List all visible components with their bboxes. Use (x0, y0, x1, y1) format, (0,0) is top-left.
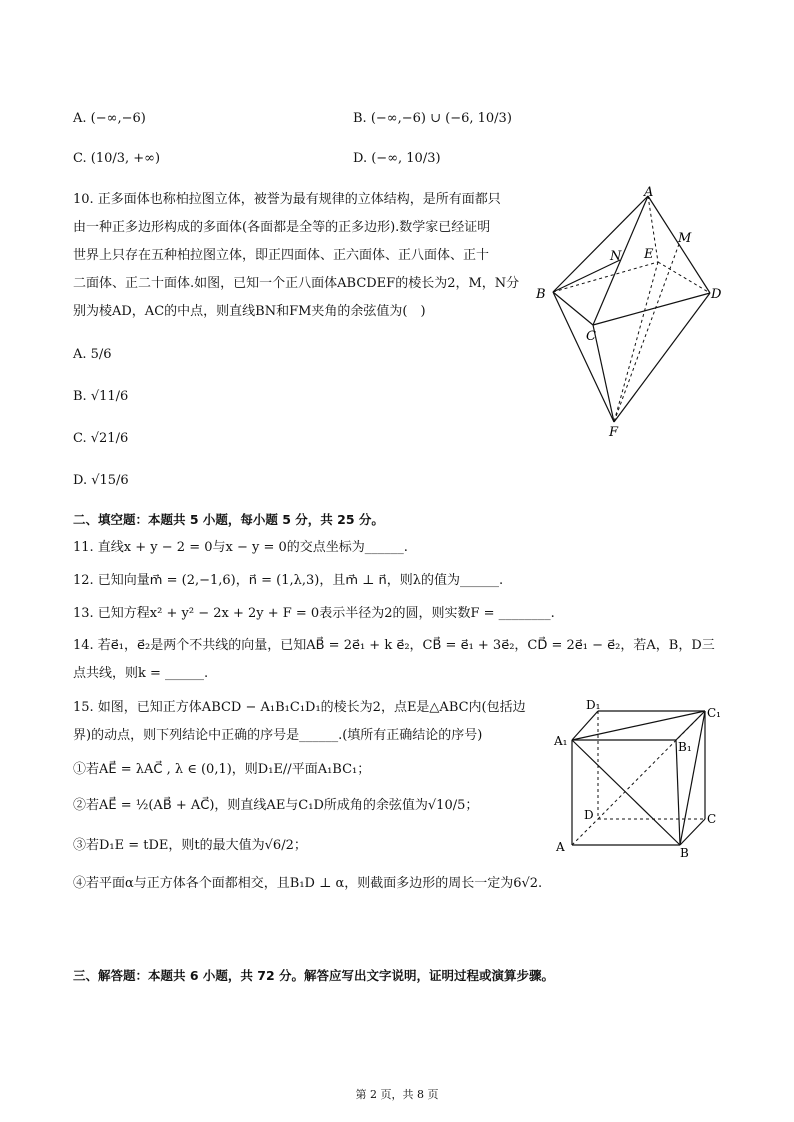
q11: 11. 直线x + y − 2 = 0与x − y = 0的交点坐标为______. (73, 540, 408, 555)
label-d: D (584, 808, 594, 822)
cube-figure (550, 695, 730, 865)
section-2-heading: 二、填空题：本题共 5 小题，每小题 5 分，共 25 分。 (73, 512, 384, 527)
q10-option-a: A. 5/6 (73, 347, 112, 362)
q10-line-2: 由一种正多边形构成的多面体(各面都是全等的正多边形).数学家已经证明 (73, 220, 491, 235)
label-f: F (609, 425, 619, 440)
q15-statement-2: ②若AE⃗ = ½(AB⃗ + AC⃗)，则直线AE与C₁D所成角的余弦值为√10/5； (73, 798, 479, 813)
label-d1: D₁ (586, 698, 601, 712)
label-a: A (556, 840, 565, 854)
q13: 13. 已知方程x² + y² − 2x + 2y + F = 0表示半径为2的圆，则实数F = ________. (73, 606, 555, 621)
label-b1: B₁ (678, 740, 692, 754)
q15-statement-1: ①若AE⃗ = λAC⃗ , λ ∈ (0,1)，则D₁E//平面A₁BC₁； (73, 762, 371, 777)
page-footer: 第 2 页，共 8 页 (355, 1088, 439, 1101)
label-d: D (711, 287, 722, 302)
label-b: B (536, 287, 546, 302)
q10-option-b: B. √11/6 (73, 389, 129, 404)
label-n: N (610, 249, 622, 264)
q12: 12. 已知向量m⃗ = (2,−1,6)，n⃗ = (1,λ,3)，且m⃗ ⊥ n⃗，则λ的值为______. (73, 573, 504, 588)
q10-line-4: 二面体、正二十面体.如图，已知一个正八面体ABCDEF的棱长为2，M，N分 (73, 276, 520, 291)
label-b: B (680, 846, 689, 860)
q14-line-2: 点共线，则k = ______. (73, 666, 209, 681)
label-a1: A₁ (554, 734, 568, 748)
label-a: A (644, 185, 654, 200)
q15-line-2: 界)的动点，则下列结论中正确的序号是______.(填所有正确结论的序号) (73, 728, 483, 743)
q9-option-c: C. (10/3, +∞) (73, 151, 161, 166)
q10-option-c: C. √21/6 (73, 431, 129, 446)
label-c1: C₁ (707, 706, 721, 720)
q15-statement-4: ④若平面α与正方体各个面都相交，且B₁D ⊥ α，则截面多边形的周长一定为6√2. (73, 876, 543, 891)
octahedron-figure (530, 180, 730, 440)
q10-line-5: 别为棱AD，AC的中点，则直线BN和FM夹角的余弦值为( ) (73, 304, 426, 319)
q9-option-a: A. (−∞,−6) (73, 111, 146, 126)
q9-option-d: D. (−∞, 10/3) (353, 151, 441, 166)
section-3-heading: 三、解答题：本题共 6 小题，共 72 分。解答应写出文字说明，证明过程或演算步骤。 (73, 968, 555, 983)
q10-line-1: 10. 正多面体也称柏拉图立体，被誉为最有规律的立体结构，是所有面都只 (73, 192, 501, 207)
label-m: M (678, 231, 692, 246)
q14-line-1: 14. 若e⃗₁，e⃗₂是两个不共线的向量，已知AB⃗ = 2e⃗₁ + k e⃗₂，CB⃗ = e⃗₁ + 3e⃗₂，CD⃗ = 2e⃗₁ − e⃗₂，若A，B，D三 (73, 638, 715, 653)
label-c: C (707, 812, 717, 826)
label-e: E (644, 247, 654, 262)
q10-line-3: 世界上只存在五种柏拉图立体，即正四面体、正六面体、正八面体、正十 (73, 248, 490, 263)
label-c: C (586, 329, 596, 344)
q15-line-1: 15. 如图，已知正方体ABCD − A₁B₁C₁D₁的棱长为2，点E是△ABC内(包括边 (73, 700, 526, 715)
q15-statement-3: ③若D₁E = tDE，则t的最大值为√6/2； (73, 838, 307, 853)
q9-option-b: B. (−∞,−6) ∪ (−6, 10/3) (353, 111, 512, 126)
q10-option-d: D. √15/6 (73, 473, 129, 488)
